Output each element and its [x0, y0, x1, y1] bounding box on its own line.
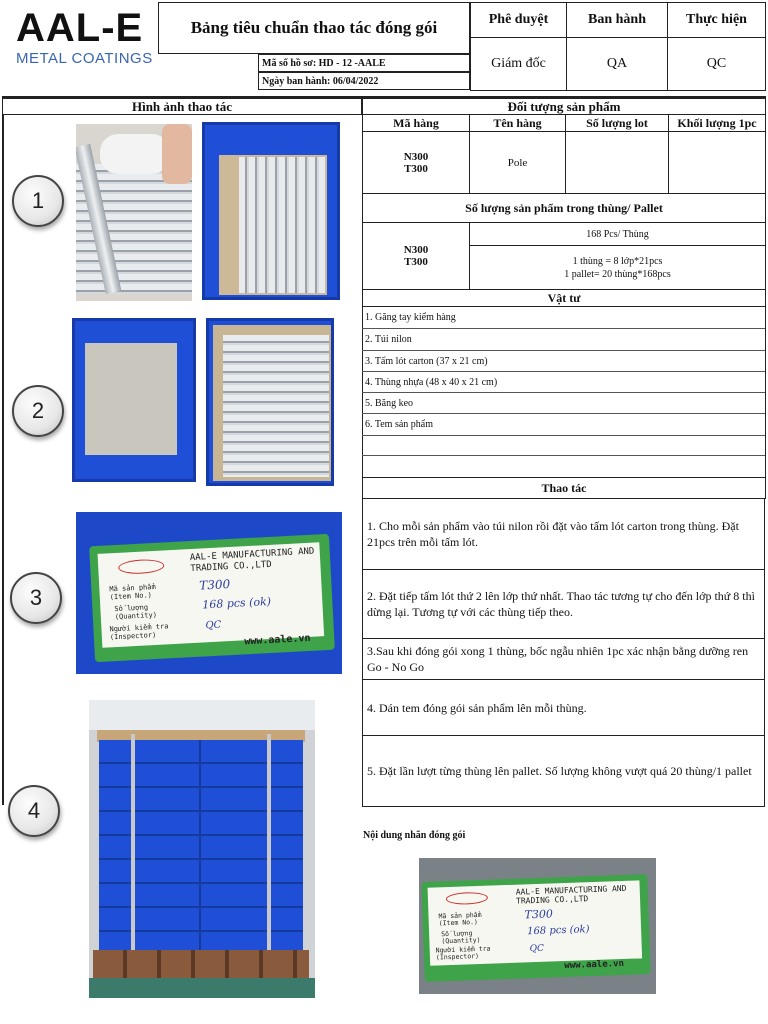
step-number-1-text: 1 — [31, 188, 45, 213]
approval-col-perform — [667, 2, 766, 38]
operation-step-text-1: 1. Cho mỗi sản phẩm vào túi nilon rồi đặt vào tấm lót carton trong thùng. Đặt 21pcs trên mỗi tấm lót. — [367, 519, 739, 549]
material-item-text-6: 6. Tem sản phẩm — [365, 419, 433, 430]
operation-step — [362, 569, 765, 639]
product-name-text: Pole — [507, 156, 528, 169]
label-company-large: AAL-E MANUFACTURING AND TRADING CO.,LTD — [189, 546, 315, 575]
step-number-4 — [8, 785, 60, 837]
approval-val-perform — [667, 37, 766, 91]
quantity-codes-cell — [362, 222, 470, 290]
quantity-section-title — [362, 193, 766, 223]
label-item-label-small: Mã sản phẩm (Item No.) — [438, 910, 482, 928]
operation-step-text-5: 5. Đặt lần lượt từng thùng lên pallet. Số lượng không vượt quá 20 thùng/1 pallet — [367, 764, 752, 778]
company-logo — [8, 6, 158, 68]
col-header-weight-text: Khối lượng 1pc — [677, 115, 757, 130]
material-item-empty — [362, 456, 765, 477]
approval-col-issue — [566, 2, 668, 38]
material-item — [362, 372, 765, 393]
materials-section-title — [362, 289, 766, 307]
col-header-name — [469, 114, 566, 132]
quantity-formulas — [469, 245, 766, 290]
operation-step — [362, 638, 765, 680]
approval-col-approve-text: Phê duyệt — [488, 12, 549, 27]
approval-col-perform-text: Thực hiện — [686, 12, 747, 27]
quantity-box-formula: 1 thùng = 8 lớp*21pcs — [572, 255, 663, 267]
step-number-3-text: 3 — [29, 585, 43, 610]
approval-col-approve — [470, 2, 567, 38]
product-codes-cell — [362, 131, 470, 194]
material-item-text-4: 4. Thùng nhựa (48 x 40 x 21 cm) — [365, 376, 498, 388]
photo-product-label-small — [419, 858, 656, 994]
step-number-2-text: 2 — [31, 398, 45, 423]
left-column-border — [2, 115, 4, 805]
product-name-cell — [469, 131, 566, 194]
photo-bin-with-poles — [202, 122, 340, 300]
material-item — [362, 393, 765, 414]
photo-bin-with-layered-poles — [206, 318, 334, 486]
material-item — [362, 351, 765, 372]
label-inspector-label-small: Người kiểm tra (Inspector) — [435, 944, 491, 962]
operation-step-text-3: 3.Sau khi đóng gói xong 1 thùng, bốc ngẫu nhiên 1pc xác nhận bằng dưỡng ren Go - No Go — [367, 644, 749, 674]
quantity-per-box-text: 168 Pcs/ Thùng — [586, 228, 649, 240]
issue-date — [258, 72, 470, 90]
material-item-text-1: 1. Găng tay kiểm hàng — [365, 312, 456, 323]
material-item — [362, 329, 765, 351]
operations-section-title — [362, 477, 766, 499]
document-title-text: Bảng tiêu chuẩn thao tác đóng gói — [190, 18, 438, 37]
material-item-text-3: 3. Tấm lót carton (37 x 21 cm) — [365, 355, 488, 367]
left-column-header — [2, 98, 362, 115]
operation-step-text-2: 2. Đặt tiếp tấm lót thứ 2 lên lớp thứ nhất. Thao tác tương tự cho đến lớp thứ 8 thì dừng lại. Tương tự với các thùng tiếp theo. — [367, 589, 755, 619]
label-section-title — [363, 830, 465, 841]
material-item — [362, 307, 765, 329]
operation-step — [362, 498, 765, 570]
col-header-weight — [668, 114, 766, 132]
step-number-4-text: 4 — [27, 798, 41, 823]
label-website-large: www.aale.vn — [244, 632, 311, 648]
photo-empty-bin-with-liner — [72, 318, 196, 482]
step-number-2 — [12, 385, 64, 437]
label-website-small: www.aale.vn — [564, 958, 625, 972]
col-header-code-text: Mã hàng — [393, 115, 439, 130]
approval-val-approve — [470, 37, 567, 91]
label-item-value-small: T300 — [524, 907, 554, 922]
product-weight-cell — [668, 131, 766, 194]
label-qty-label-large: Số lượng (Quantity) — [114, 603, 158, 622]
label-qty-label-small: Số lượng (Quantity) — [441, 929, 481, 946]
approval-col-issue-text: Ban hành — [588, 12, 646, 27]
issue-date-text: Ngày ban hành: 06/04/2022 — [262, 75, 379, 87]
step-number-1 — [12, 175, 64, 227]
approval-val-perform-text: QC — [706, 56, 727, 71]
label-section-title-text: Nội dung nhãn đóng gói — [363, 830, 466, 841]
col-header-lot — [565, 114, 669, 132]
label-inspector-value-small: QC — [529, 943, 545, 955]
label-item-label-large: Mã sản phẩm (Item No.) — [109, 582, 156, 602]
operations-section-title-text: Thao tác — [541, 480, 587, 495]
product-section-title-text: Đối tượng sản phẩm — [507, 98, 621, 114]
material-item-text-5: 5. Băng keo — [365, 397, 414, 409]
operation-step — [362, 679, 765, 736]
material-item — [362, 414, 765, 436]
product-section-title — [362, 98, 766, 115]
approval-val-approve-text: Giám đốc — [491, 56, 546, 71]
logo-subtitle: METAL COATINGS — [16, 50, 153, 67]
label-company-small: AAL-E MANUFACTURING AND TRADING CO.,LTD — [515, 883, 627, 906]
step-number-3 — [10, 572, 62, 624]
material-item-text-2: 2. Túi nilon — [365, 334, 412, 345]
quantity-per-box — [469, 222, 766, 246]
quantity-pallet-formula: 1 pallet= 20 thùng*168pcs — [564, 268, 671, 280]
col-header-name-text: Tên hàng — [493, 115, 542, 130]
product-codes-text: N300 T300 — [403, 150, 429, 175]
label-qty-value-large: 168 pcs (ok) — [202, 594, 272, 612]
label-inspector-value-large: QC — [205, 619, 222, 632]
approval-val-issue-text: QA — [606, 56, 628, 71]
photo-product-label-large — [76, 512, 342, 674]
doc-code-text: Mã số hồ sơ: HD - 12 -AALE — [262, 57, 386, 69]
logo-wordmark: AAL-E — [16, 6, 144, 50]
label-qty-value-small: 168 pcs (ok) — [526, 924, 590, 938]
left-column-header-text: Hình ảnh thao tác — [131, 98, 233, 114]
quantity-codes-text: N300 T300 — [403, 244, 429, 268]
materials-section-title-text: Vật tư — [547, 290, 581, 305]
label-inspector-label-large: Người kiểm tra (Inspector) — [109, 622, 169, 642]
material-item-empty — [362, 436, 765, 456]
product-lot-cell — [565, 131, 669, 194]
label-item-value-large: T300 — [198, 577, 231, 593]
doc-code — [258, 54, 470, 72]
operation-step — [362, 735, 765, 807]
photo-pallet-stack — [89, 700, 315, 998]
col-header-lot-text: Số lượng lot — [586, 115, 648, 130]
document-title — [158, 2, 470, 54]
col-header-code — [362, 114, 470, 132]
approval-val-issue — [566, 37, 668, 91]
photo-gloved-hand-pole — [76, 124, 192, 301]
operation-step-text-4: 4. Dán tem đóng gói sản phẩm lên mỗi thùng. — [367, 700, 587, 715]
quantity-section-title-text: Số lượng sản phẩm trong thùng/ Pallet — [465, 200, 663, 215]
